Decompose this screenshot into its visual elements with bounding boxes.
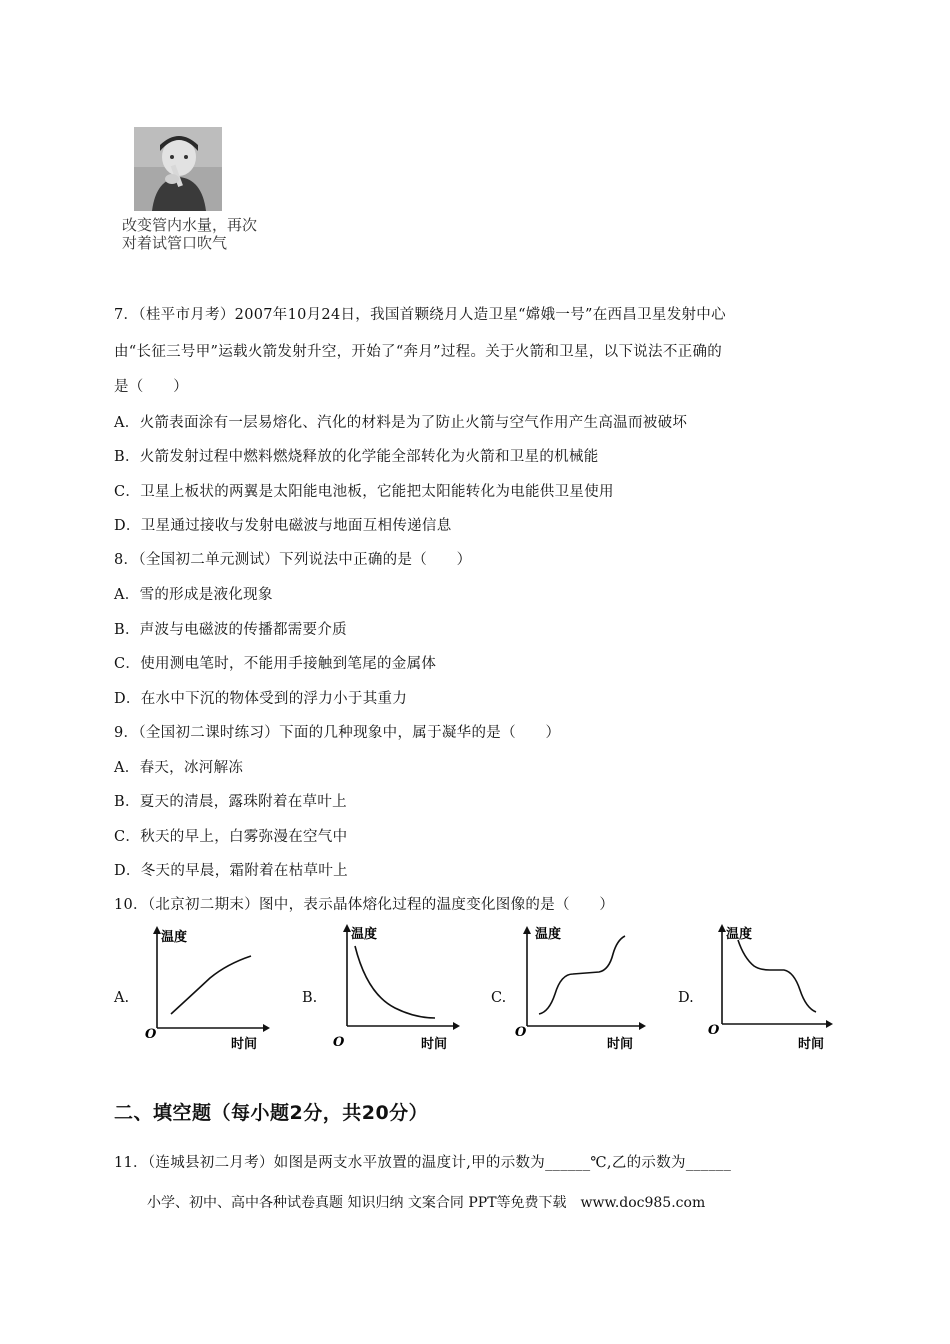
graph-a-origin: O	[145, 1027, 157, 1042]
graph-b-y-arrow	[343, 924, 351, 932]
q9-stem: 9．（全国初二课时练习）下面的几种现象中，属于凝华的是（ ）	[114, 725, 561, 741]
photo-caption: 改变管内水量，再次对着试管口吹气	[122, 216, 258, 252]
graph-b-y-label: 温度	[351, 927, 378, 942]
q7-stem-line2: 由“长征三号甲”运载火箭发射升空，开始了“奔月”过程。关于火箭和卫星，以下说法不正确的	[114, 344, 723, 360]
graph-a-y-label: 温度	[161, 930, 188, 945]
graph-d	[700, 922, 835, 1054]
graph-c-y-arrow	[523, 926, 531, 934]
child-blowing-test-tube-photo	[134, 127, 222, 211]
q10-stem: 10．（北京初二期末）图中，表示晶体熔化过程的温度变化图像的是（ ）	[114, 897, 615, 913]
graph-c-label: C.	[491, 990, 507, 1006]
graph-c-x-label: 时间	[607, 1037, 634, 1052]
graph-b-x-arrow	[453, 1022, 460, 1030]
graph-d-y-label: 温度	[726, 927, 753, 942]
q7-stem-line3: 是（ ）	[114, 379, 188, 395]
q7-stem-line1: 7．（桂平市月考）2007年10月24日，我国首颗绕月人造卫星“嫦娥一号”在西昌卫星发射中心	[114, 307, 726, 323]
q11-stem: 11．（连城县初二月考）如图是两支水平放置的温度计,甲的示数为______℃,乙的示数为______	[114, 1155, 732, 1171]
graph-b-origin: O	[333, 1035, 345, 1050]
graph-c	[515, 922, 650, 1054]
graph-d-x-arrow	[826, 1020, 833, 1028]
graph-d-y-arrow	[718, 924, 726, 932]
q8-option-a: A．雪的形成是液化现象	[114, 587, 273, 603]
q8-stem: 8．（全国初二单元测试）下列说法中正确的是（ ）	[114, 552, 472, 568]
q9-option-d: D．冬天的早晨，霜附着在枯草叶上	[114, 863, 348, 879]
graph-d-label: D.	[678, 990, 694, 1006]
graph-a-x-label: 时间	[231, 1037, 258, 1052]
q8-option-b: B．声波与电磁波的传播都需要介质	[114, 622, 347, 638]
page-footer: 小学、初中、高中各种试卷真题 知识归纳 文案合同 PPT等免费下载 www.doc985.com	[147, 1195, 706, 1211]
graph-a-label: A.	[114, 990, 130, 1006]
section-title: 二、填空题（每小题2分，共20分）	[114, 1102, 429, 1124]
q9-option-c: C．秋天的早上，白雾弥漫在空气中	[114, 829, 348, 845]
q7-option-a: A．火箭表面涂有一层易熔化、汽化的材料是为了防止火箭与空气作用产生高温而被破坏	[114, 415, 688, 431]
graph-c-y-label: 温度	[535, 927, 562, 942]
photo-illustration	[134, 127, 222, 211]
graph-c-origin: O	[515, 1025, 527, 1040]
graph-b	[325, 922, 460, 1054]
q7-option-c: C．卫星上板状的两翼是太阳能电池板，它能把太阳能转化为电能供卫星使用	[114, 484, 614, 500]
q8-option-c: C．使用测电笔时，不能用手接触到笔尾的金属体	[114, 656, 437, 672]
q7-option-b: B．火箭发射过程中燃料燃烧释放的化学能全部转化为火箭和卫星的机械能	[114, 449, 599, 465]
graph-b-x-label: 时间	[421, 1037, 448, 1052]
q9-option-a: A．春天，冰河解冻	[114, 760, 244, 776]
q8-option-d: D．在水中下沉的物体受到的浮力小于其重力	[114, 691, 408, 707]
graph-c-curve	[539, 936, 625, 1014]
graph-c-x-arrow	[639, 1022, 646, 1030]
graph-d-origin: O	[708, 1023, 720, 1038]
graph-d-x-label: 时间	[798, 1037, 825, 1052]
graph-b-curve	[355, 946, 435, 1018]
graph-a-x-arrow	[263, 1024, 270, 1032]
q7-option-d: D．卫星通过接收与发射电磁波与地面互相传递信息	[114, 518, 452, 534]
q9-option-b: B．夏天的清晨，露珠附着在草叶上	[114, 794, 347, 810]
graph-b-label: B.	[302, 990, 318, 1006]
graph-a	[135, 922, 270, 1054]
graph-d-curve	[738, 940, 816, 1012]
graph-a-y-arrow	[153, 926, 161, 934]
graph-a-curve	[171, 956, 251, 1014]
